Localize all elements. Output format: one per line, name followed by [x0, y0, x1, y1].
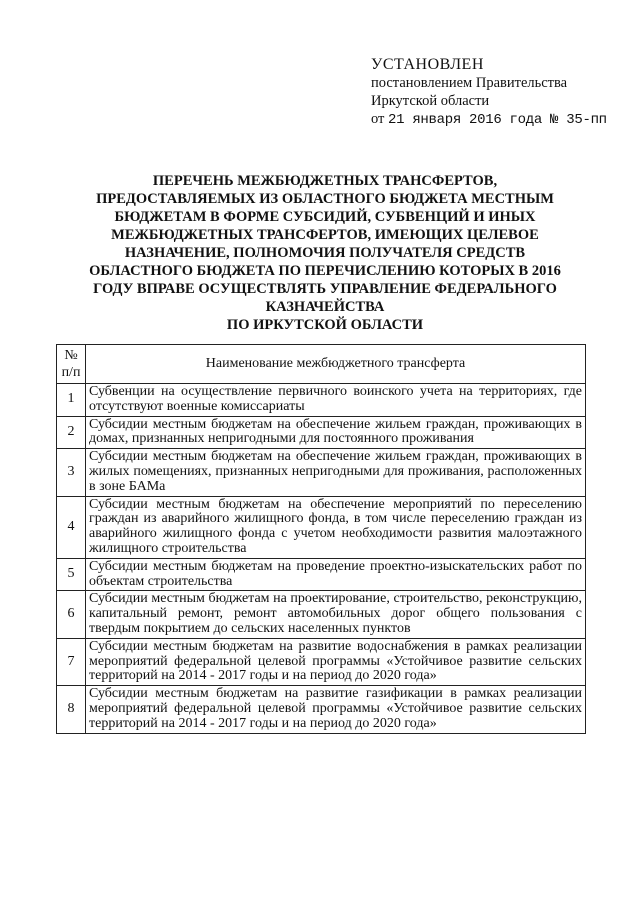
- table-row: [57, 496, 586, 558]
- table-row: [57, 558, 586, 591]
- title-line: КАЗНАЧЕЙСТВА: [265, 299, 385, 315]
- row-text: Субсидии местным бюджетам на обеспечение мероприятий по переселению граждан из аварийного жилищного фонда, в том числе переселению граждан из аварийного жилищного фонда с учетом необходимости развития малоэтажного жилищного строительства: [86, 496, 586, 558]
- table-row: [57, 416, 586, 449]
- row-text: Субсидии местным бюджетам на обеспечение жильем граждан, проживающих в жилых помещениях, признанных непригодными для проживания, расположенных в зоне БАМа: [86, 449, 586, 496]
- row-number: 6: [57, 591, 86, 638]
- table-row: [57, 686, 586, 733]
- row-number: 7: [57, 638, 86, 685]
- row-text: Субсидии местным бюджетам на обеспечение жильем граждан, проживающих в домах, признанных непригодными для постоянного проживания: [86, 416, 586, 449]
- title-line: МЕЖБЮДЖЕТНЫХ ТРАНСФЕРТОВ, ИМЕЮЩИХ ЦЕЛЕВОЕ: [111, 227, 539, 243]
- title-line: ПРЕДОСТАВЛЯЕМЫХ ИЗ ОБЛАСТНОГО БЮДЖЕТА МЕСТНЫМ: [96, 191, 554, 207]
- row-number: 3: [57, 449, 86, 496]
- title-line: ГОДУ ВПРАВЕ ОСУЩЕСТВЛЯТЬ УПРАВЛЕНИЕ ФЕДЕРАЛЬНОГО: [93, 281, 557, 297]
- table-row: [57, 591, 586, 638]
- table-header-row: [57, 345, 586, 384]
- title-line: НАЗНАЧЕНИЕ, ПОЛНОМОЧИЯ ПОЛУЧАТЕЛЯ СРЕДСТВ: [124, 245, 526, 261]
- title-line: БЮДЖЕТАМ В ФОРМЕ СУБСИДИЙ, СУБВЕНЦИЙ И ИНЫХ: [114, 209, 536, 225]
- row-number: 2: [57, 416, 86, 449]
- row-number: 8: [57, 686, 86, 733]
- row-text: Субсидии местным бюджетам на развитие водоснабжения в рамках реализации мероприятий федеральной целевой программы «Устойчивое развитие сельских территорий на 2014 - 2017 годы и на период до 2020 года»: [86, 638, 586, 685]
- table-row: [57, 638, 586, 685]
- title-line: ПЕРЕЧЕНЬ МЕЖБЮДЖЕТНЫХ ТРАНСФЕРТОВ,: [152, 173, 498, 189]
- approval-stamp: УСТАНОВЛЕН: [371, 56, 484, 73]
- document-title: [60, 172, 590, 334]
- header-number-abbr: п/п: [61, 365, 81, 380]
- header-number: [57, 345, 86, 384]
- approval-date-line: [371, 110, 631, 129]
- table-row: [57, 384, 586, 417]
- approval-from-label: от: [371, 111, 385, 127]
- row-text: Субсидии местным бюджетам на проведение проектно-изыскательских работ по объектам строительства: [86, 558, 586, 591]
- row-text: Субсидии местным бюджетам на развитие газификации в рамках реализации мероприятий федеральной целевой программы «Устойчивое развитие сельских территорий на 2014 - 2017 годы и на период до 2020 года»: [86, 686, 586, 733]
- title-line: ОБЛАСТНОГО БЮДЖЕТА ПО ПЕРЕЧИСЛЕНИЮ КОТОРЫХ В 2016: [89, 263, 561, 279]
- table-row: [57, 449, 586, 496]
- transfers-table: [56, 344, 586, 734]
- approval-date: 21 января 2016 года № 35-пп: [388, 112, 607, 128]
- approval-line-2: Иркутской области: [371, 93, 490, 109]
- row-text: Субвенции на осуществление первичного воинского учета на территориях, где отсутствуют военные комиссариаты: [86, 384, 586, 417]
- row-number: 1: [57, 384, 86, 417]
- approval-line-1: постановлением Правительства: [371, 75, 568, 91]
- approval-block: [371, 56, 631, 129]
- row-number: 4: [57, 496, 86, 558]
- row-text: Субсидии местным бюджетам на проектирование, строительство, реконструкцию, капитальный ремонт, ремонт автомобильных дорог общего пользования с твердым покрытием до сельских населенных пунктов: [86, 591, 586, 638]
- title-line: ПО ИРКУТСКОЙ ОБЛАСТИ: [226, 317, 424, 333]
- header-number-symbol: №: [64, 348, 78, 363]
- header-name: Наименование межбюджетного трансферта: [86, 345, 586, 384]
- row-number: 5: [57, 558, 86, 591]
